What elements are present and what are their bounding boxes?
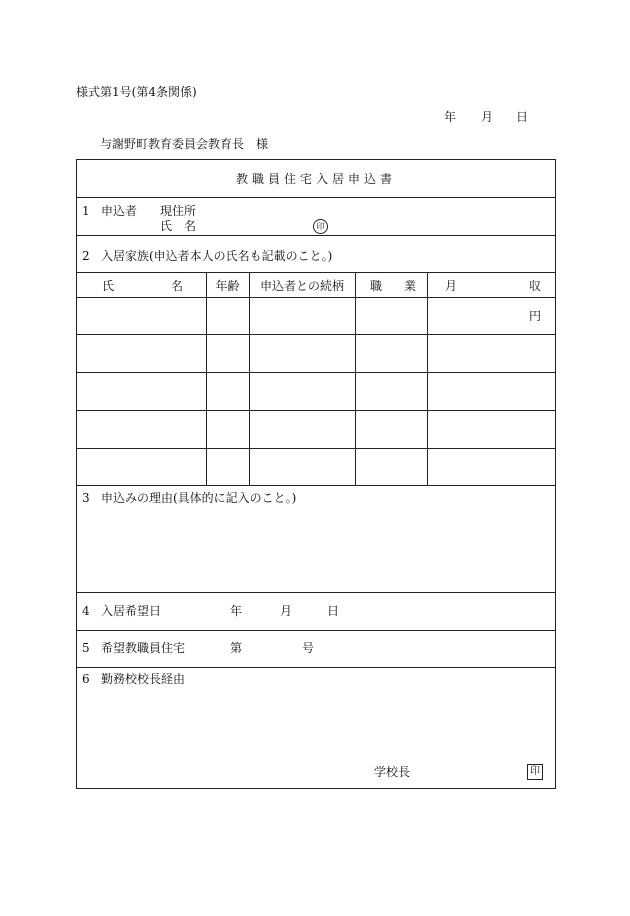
name-label: 氏 名 — [160, 219, 197, 233]
move-in-label: 入居希望日 — [101, 604, 162, 618]
section-4-number: 4 — [82, 604, 90, 618]
col-age: 年齢 — [215, 279, 240, 293]
family-label: 入居家族(申込者本人の氏名も記載のこと。) — [101, 249, 333, 263]
rule-move-in-bottom — [77, 630, 555, 631]
col-rule-income — [427, 272, 428, 485]
date-month-label: 月 — [481, 110, 494, 124]
section-3-number: 3 — [82, 491, 90, 505]
col-rule-age — [206, 272, 207, 485]
income-yen-unit: 円 — [529, 309, 542, 323]
rule-family-row-3 — [77, 410, 555, 411]
col-rule-relation — [249, 272, 250, 485]
form-title: 教職員住宅入居申込書 — [235, 172, 396, 186]
rule-family-row-1 — [77, 334, 555, 335]
col-name-2: 名 — [171, 279, 184, 293]
address-label: 現住所 — [160, 204, 197, 218]
col-relation: 申込者との続柄 — [259, 279, 344, 293]
principal-label: 学校長 — [374, 765, 411, 779]
section-2-number: 2 — [82, 249, 90, 263]
col-rule-occupation — [355, 272, 356, 485]
section-5-number: 5 — [82, 641, 90, 655]
application-form — [76, 159, 556, 789]
addressee: 与謝野町教育委員会教育長 様 — [100, 137, 269, 151]
via-label: 勤務校校長経由 — [101, 672, 186, 686]
col-income-1: 月 — [445, 279, 458, 293]
housing-go-label: 号 — [302, 641, 315, 655]
rule-family-header-bottom — [77, 297, 555, 298]
applicant-label: 申込者 — [101, 204, 138, 218]
move-in-day-label: 日 — [327, 604, 340, 618]
form-number: 様式第1号(第4条関係) — [76, 85, 197, 99]
rule-title-bottom — [77, 197, 555, 198]
col-occupation-2: 業 — [404, 279, 417, 293]
move-in-month-label: 月 — [280, 604, 293, 618]
move-in-year-label: 年 — [230, 604, 243, 618]
col-income-2: 収 — [529, 279, 542, 293]
principal-seal: 印 — [527, 764, 543, 780]
housing-label: 希望教職員住宅 — [101, 641, 186, 655]
section-6-number: 6 — [82, 672, 90, 686]
rule-family-bottom — [77, 485, 555, 486]
col-occupation-1: 職 — [370, 279, 383, 293]
reason-label: 申込みの理由(具体的に記入のこと。) — [101, 491, 297, 505]
housing-dai-label: 第 — [230, 641, 243, 655]
date-day-label: 日 — [516, 110, 529, 124]
rule-reason-bottom — [77, 592, 555, 593]
section-1-number: 1 — [82, 204, 90, 218]
col-name-1: 氏 — [102, 279, 115, 293]
rule-family-row-4 — [77, 448, 555, 449]
rule-family-label-bottom — [77, 272, 555, 273]
rule-applicant-bottom — [77, 235, 555, 236]
rule-family-row-2 — [77, 372, 555, 373]
applicant-seal: 印 — [313, 219, 328, 234]
date-year-label: 年 — [444, 110, 457, 124]
rule-housing-bottom — [77, 667, 555, 668]
